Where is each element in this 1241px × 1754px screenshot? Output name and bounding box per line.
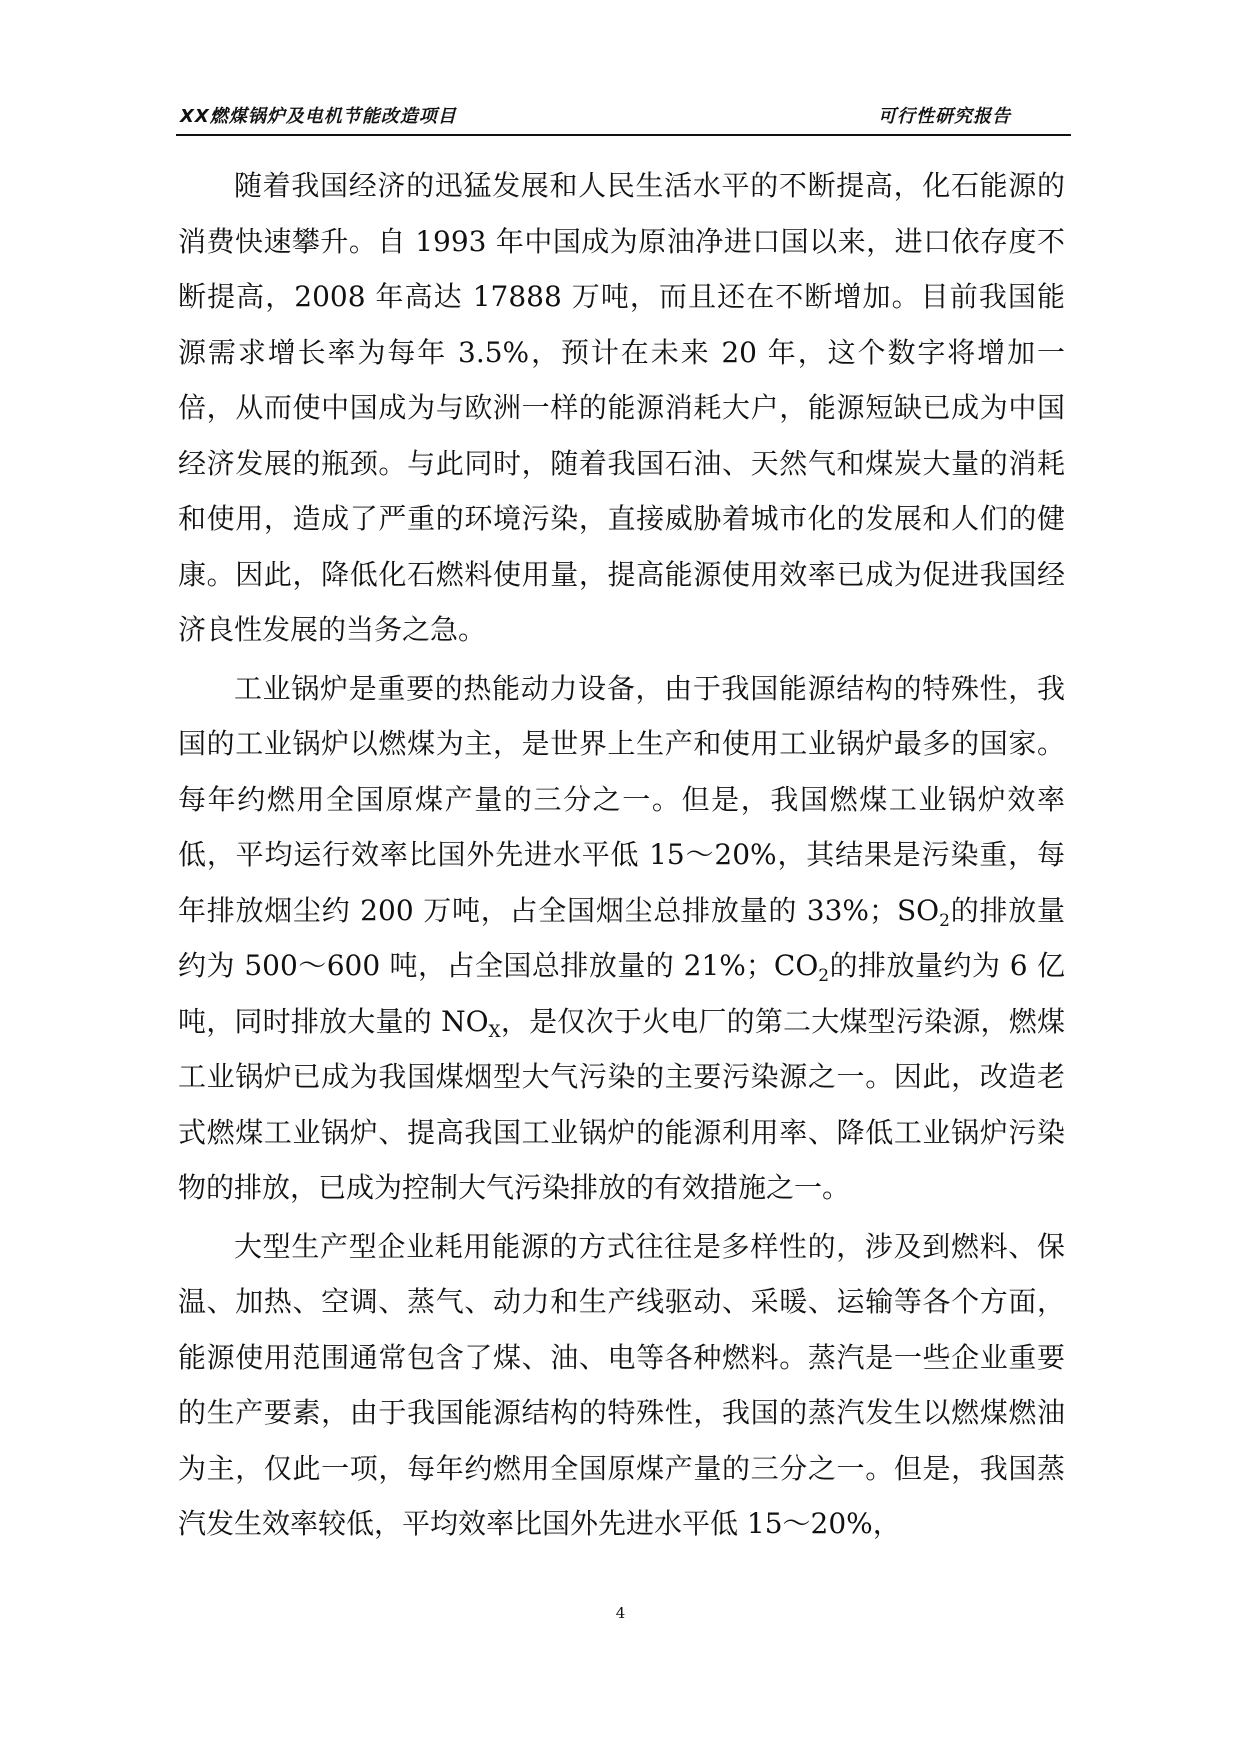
paragraph-text: ，是仅次于火电厂的第二大煤型污染源，燃煤工业锅炉已成为我国煤烟型大气污染的主要污染源之一。因此，改造老式燃煤工业锅炉、提高我国工业锅炉的能源利用率、降低工业锅炉污染物的排放，已成为控制大气污染排放的有效措施之一。 [178, 1004, 1065, 1204]
subscript: 2 [818, 966, 830, 986]
subscript: 2 [939, 910, 950, 931]
document-body [178, 158, 1065, 1555]
paragraph-energy-consumption: 随着我国经济的迅猛发展和人民生活水平的不断提高，化石能源的消费快速攀升。自 1993 年中国成为原油净进口国以来，进口依存度不断提高，2008 年高达 17888 万吨，而且还在不断增加。目前我国能源需求增长率为每年 3.5%，预计在未来 20 年，这个数字将增加一倍，从而使中国成为与欧洲一样的能源消耗大户，能源短缺已成为中国经济发展的瓶颈。与此同时，随着我国石油、天然气和煤炭大量的消耗和使用，造成了严重的环境污染，直接威胁着城市化的发展和人们的健康。因此，降低化石燃料使用量，提高能源使用效率已成为促进我国经济良性发展的当务之急。 [178, 169, 1065, 646]
paragraph-text: 的排放量约为 6 亿吨，同时排放大量的 NO [178, 949, 1065, 1038]
paragraph-enterprise-energy: 大型生产型企业耗用能源的方式往往是多样性的，涉及到燃料、保温、加热、空调、蒸气、动力和生产线驱动、采暖、运输等各个方面，能源使用范围通常包含了煤、油、电等各种燃料。蒸汽是一些企业重要的生产要素，由于我国能源结构的特殊性，我国的蒸汽发生以燃煤燃油为主，仅此一项，每年约燃用全国原煤产量的三分之一。但是，我国蒸汽发生效率较低，平均效率比国外先进水平低 15～20%， [178, 1229, 1065, 1540]
page-header [176, 104, 1071, 136]
header-project-title: XX燃煤锅炉及电机节能改造项目 [180, 106, 457, 127]
header-report-type: 可行性研究报告 [878, 106, 1011, 127]
paragraph-industrial-boilers [178, 661, 1065, 1216]
page-number: 4 [615, 1604, 626, 1622]
paragraph-text: 工业锅炉是重要的热能动力设备，由于我国能源结构的特殊性，我国的工业锅炉以燃煤为主，是世界上生产和使用工业锅炉最多的国家。每年约燃用全国原煤产量的三分之一。但是，我国燃煤工业锅炉效率低，平均运行效率比国外先进水平低 15～20%，其结果是污染重，每年排放烟尘约 200 万吨，占全国烟尘总排放量的 33%；SO [178, 671, 1065, 927]
subscript: X [488, 1021, 501, 1042]
paragraph-text: 的排放量约为 500～600 吨，占全国总排放量的 21%；CO [178, 893, 1065, 982]
